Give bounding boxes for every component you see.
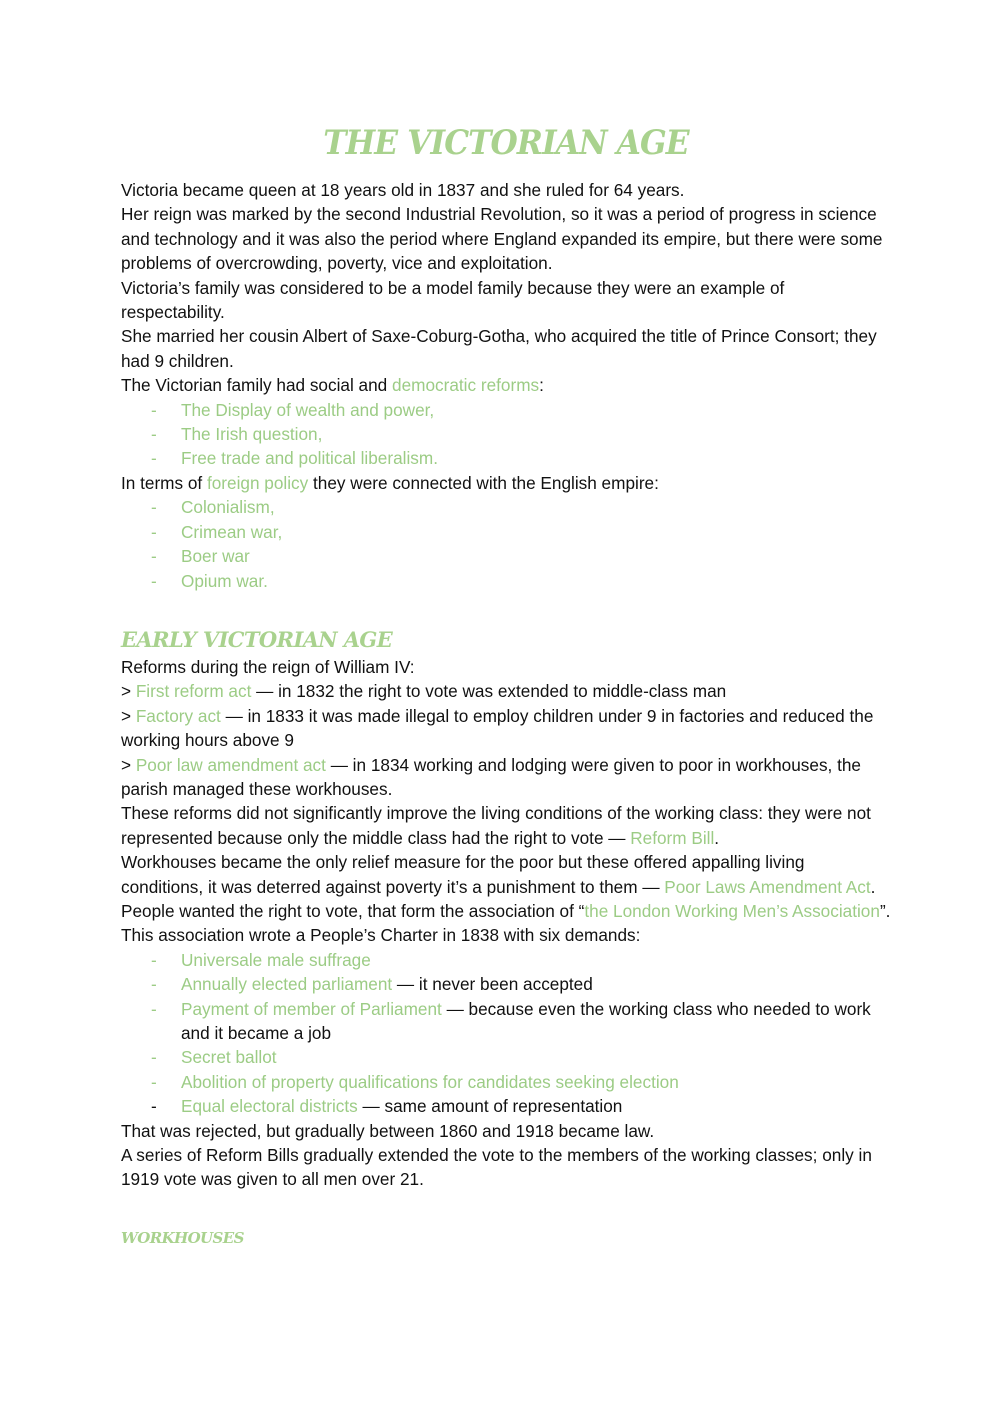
dash-bullet: - bbox=[151, 1096, 157, 1117]
list-item bbox=[121, 948, 891, 972]
text-run: ”. bbox=[879, 900, 891, 921]
demand-name: Payment of member of Parliament bbox=[181, 998, 442, 1019]
reforms-intro: Reforms during the reign of William IV: bbox=[121, 656, 415, 677]
dash-bullet: - bbox=[151, 448, 157, 469]
list-item-text: Free trade and political liberalism. bbox=[181, 448, 438, 469]
list-item bbox=[121, 520, 891, 544]
intro-paragraph-2: Her reign was marked by the second Industrial Revolution, so it was a period of progress in science and technology and it was also the period where England expanded its empire, but there were some problems of overcrowding, poverty, vice and exploitation. bbox=[121, 204, 883, 274]
list-item-text: Crimean war, bbox=[181, 521, 283, 542]
reforms-list bbox=[121, 398, 891, 471]
paragraph-rejected: That was rejected, but gradually between 1860 and 1918 became law. bbox=[121, 1120, 655, 1141]
list-item bbox=[121, 422, 891, 446]
demand-name: Equal electoral districts bbox=[181, 1096, 358, 1117]
intro-paragraph-4: She married her cousin Albert of Saxe-Coburg-Gotha, who acquired the title of Prince Consort; they had 9 children. bbox=[121, 326, 877, 371]
text-run: In terms of bbox=[121, 472, 207, 493]
dash-bullet: - bbox=[151, 424, 157, 445]
highlight-poor-laws-amendment-act: Poor Laws Amendment Act bbox=[664, 876, 871, 897]
page-title: THE VICTORIAN AGE bbox=[323, 123, 689, 163]
charter-demands-list bbox=[121, 948, 891, 1119]
intro-paragraph-1: Victoria became queen at 18 years old in 1837 and she ruled for 64 years. bbox=[121, 180, 685, 200]
list-item-text: The Display of wealth and power, bbox=[181, 399, 435, 420]
paragraph-reform-bills-series: A series of Reform Bills gradually extended the vote to the members of the working classes; only in 1919 vote was given to all men over 21. bbox=[121, 1145, 872, 1190]
text-run: The Victorian family had social and bbox=[121, 375, 393, 396]
act-poor-law-amendment bbox=[121, 753, 891, 802]
demand-note: — it never been accepted bbox=[392, 974, 593, 995]
list-item bbox=[121, 972, 891, 996]
list-item-text: Opium war. bbox=[181, 570, 268, 591]
foreign-policy-list bbox=[121, 495, 891, 593]
list-item bbox=[121, 1070, 891, 1094]
highlight-reform-bill: Reform Bill bbox=[630, 827, 715, 848]
act-description: — in 1832 the right to vote was extended to middle-class man bbox=[251, 681, 727, 702]
text-run: People wanted the right to vote, that form the association of “ bbox=[121, 900, 585, 921]
text-run: : bbox=[539, 375, 544, 396]
demand-name: Abolition of property qualifications for candidates seeking election bbox=[181, 1071, 679, 1092]
dash-bullet: - bbox=[151, 1047, 157, 1068]
dash-bullet: - bbox=[151, 497, 157, 518]
act-name: Poor law amendment act bbox=[135, 754, 326, 775]
demand-name: Annually elected parliament bbox=[181, 974, 393, 995]
list-item bbox=[121, 495, 891, 519]
act-prefix: > bbox=[121, 705, 136, 726]
intro-paragraph-3: Victoria’s family was considered to be a model family because they were an example of respectability. bbox=[121, 277, 785, 323]
intro-paragraph-5 bbox=[121, 373, 891, 397]
act-description: — in 1834 working and lodging were given to poor in workhouses, the parish managed these workhouses. bbox=[121, 754, 861, 799]
highlight-london-working-mens-association: the London Working Men’s Association bbox=[584, 900, 880, 921]
list-item-text: Colonialism, bbox=[181, 497, 275, 518]
list-item bbox=[121, 398, 891, 422]
demand-name: Secret ballot bbox=[181, 1047, 277, 1068]
paragraph-workhouses bbox=[121, 850, 891, 899]
list-item bbox=[121, 446, 891, 470]
paragraph-association bbox=[121, 899, 891, 923]
demand-note: — because even the working class who needed to work and it became a job bbox=[181, 998, 871, 1043]
demand-name: Universale male suffrage bbox=[181, 949, 371, 970]
intro-paragraph-6 bbox=[121, 471, 891, 495]
act-factory bbox=[121, 704, 891, 753]
paragraph-reforms-effect bbox=[121, 801, 891, 850]
act-prefix: > bbox=[121, 681, 136, 702]
list-item bbox=[121, 569, 891, 593]
dash-bullet: - bbox=[151, 998, 157, 1019]
dash-bullet: - bbox=[151, 521, 157, 542]
list-item bbox=[121, 544, 891, 568]
act-name: First reform act bbox=[135, 681, 252, 702]
act-prefix: > bbox=[121, 754, 136, 775]
act-description: — in 1833 it was made illegal to employ children under 9 in factories and reduced the working hours above 9 bbox=[121, 705, 874, 751]
text-run: . bbox=[870, 876, 876, 897]
text-run: Workhouses became the only relief measure for the poor but these offered appalling living conditions, it was deterred against poverty it’s a punishment to them — bbox=[121, 852, 805, 897]
list-item bbox=[121, 997, 891, 1046]
list-item bbox=[121, 1094, 891, 1118]
demand-note: — same amount of representation bbox=[357, 1096, 623, 1117]
dash-bullet: - bbox=[151, 1071, 157, 1092]
section-heading-workhouses: WORKHOUSES bbox=[121, 1228, 244, 1247]
dash-bullet: - bbox=[151, 570, 157, 591]
text-run: they were connected with the English empire: bbox=[308, 472, 659, 493]
dash-bullet: - bbox=[151, 949, 157, 970]
dash-bullet: - bbox=[151, 974, 157, 995]
list-item bbox=[121, 1045, 891, 1069]
act-name: Factory act bbox=[135, 705, 221, 726]
act-first-reform bbox=[121, 679, 891, 703]
text-run: These reforms did not significantly improve the living conditions of the working class: they were not represented because only the middle class had the right to vote — bbox=[121, 803, 871, 848]
dash-bullet: - bbox=[151, 399, 157, 420]
dash-bullet: - bbox=[151, 546, 157, 567]
charter-intro: This association wrote a People’s Charter in 1838 with six demands: bbox=[121, 925, 641, 946]
section-heading-early-victorian-age: EARLY VICTORIAN AGE bbox=[121, 626, 393, 652]
highlight-foreign-policy: foreign policy bbox=[206, 472, 309, 493]
text-run: . bbox=[714, 827, 720, 848]
highlight-democratic-reforms: democratic reforms bbox=[392, 375, 540, 396]
document-page bbox=[121, 118, 891, 1248]
list-item-text: Boer war bbox=[181, 546, 250, 567]
list-item-text: The Irish question, bbox=[181, 424, 323, 445]
